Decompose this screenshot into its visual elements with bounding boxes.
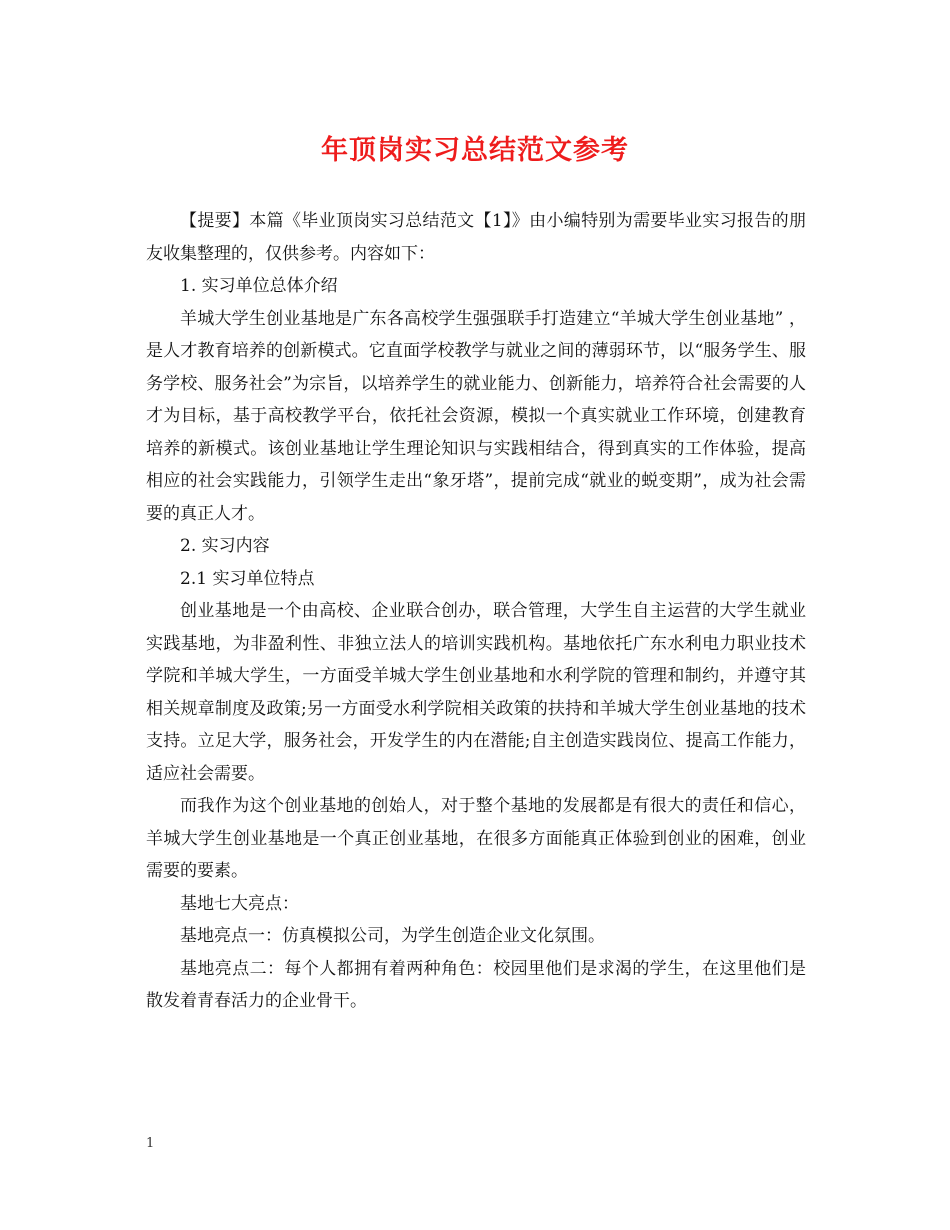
- body-paragraph: 创业基地是一个由高校、企业联合创办，联合管理，大学生自主运营的大学生就业实践基地，为非盈利性、非独立法人的培训实践机构。基地依托广东水利电力职业技术学院和羊城大学生，一方面受羊城大学生创业基地和水利学院的管理和制约，并遵守其相关规章制度及政策;另一方面受水利学院相关政策的扶持和羊城大学生创业基地的技术支持。立足大学，服务社会，开发学生的内在潜能;自主创造实践岗位、提高工作能力，适应社会需要。: [146, 601, 806, 784]
- summary-paragraph: 【提要】本篇《毕业顶岗实习总结范文【1】》由小编特别为需要毕业实习报告的朋友收集整理的，仅供参考。内容如下：: [146, 211, 806, 264]
- document-body: [146, 205, 806, 1018]
- list-item: 基地亮点二：每个人都拥有着两种角色：校园里他们是求渴的学生，在这里他们是散发着青春活力的企业骨干。: [146, 958, 806, 1011]
- body-paragraph: 而我作为这个创业基地的创始人，对于整个基地的发展都是有很大的责任和信心，羊城大学生创业基地是一个真正创业基地，在很多方面能真正体验到创业的困难，创业需要的要素。: [146, 796, 806, 881]
- page-number: 1: [146, 1136, 155, 1151]
- section-heading: 2. 实习内容: [180, 536, 270, 556]
- section-heading: 1. 实习单位总体介绍: [180, 276, 338, 296]
- subsection-heading: 2.1 实习单位特点: [180, 568, 315, 589]
- body-paragraph: 羊城大学生创业基地是广东各高校学生强强联手打造建立“羊城大学生创业基地” ，是人才教育培养的创新模式。它直面学校教学与就业之间的薄弱环节，以“服务学生、服务学校、服务社会”为宗旨，以培养学生的就业能力、创新能力，培养符合社会需要的人才为目标，基于高校教学平台，依托社会资源，模拟一个真实就业工作环境，创建教育培养的新模式。该创业基地让学生理论知识与实践相结合，得到真实的工作体验，提高相应的社会实践能力，引领学生走出“象牙塔”，提前完成“就业的蜕变期”，成为社会需要的真正人才。: [146, 308, 806, 524]
- list-item: 基地亮点一：仿真模拟公司，为学生创造企业文化氛围。: [180, 926, 605, 946]
- document-title: 年顶岗实习总结范文参考: [321, 135, 629, 166]
- list-heading: 基地七大亮点：: [180, 893, 299, 914]
